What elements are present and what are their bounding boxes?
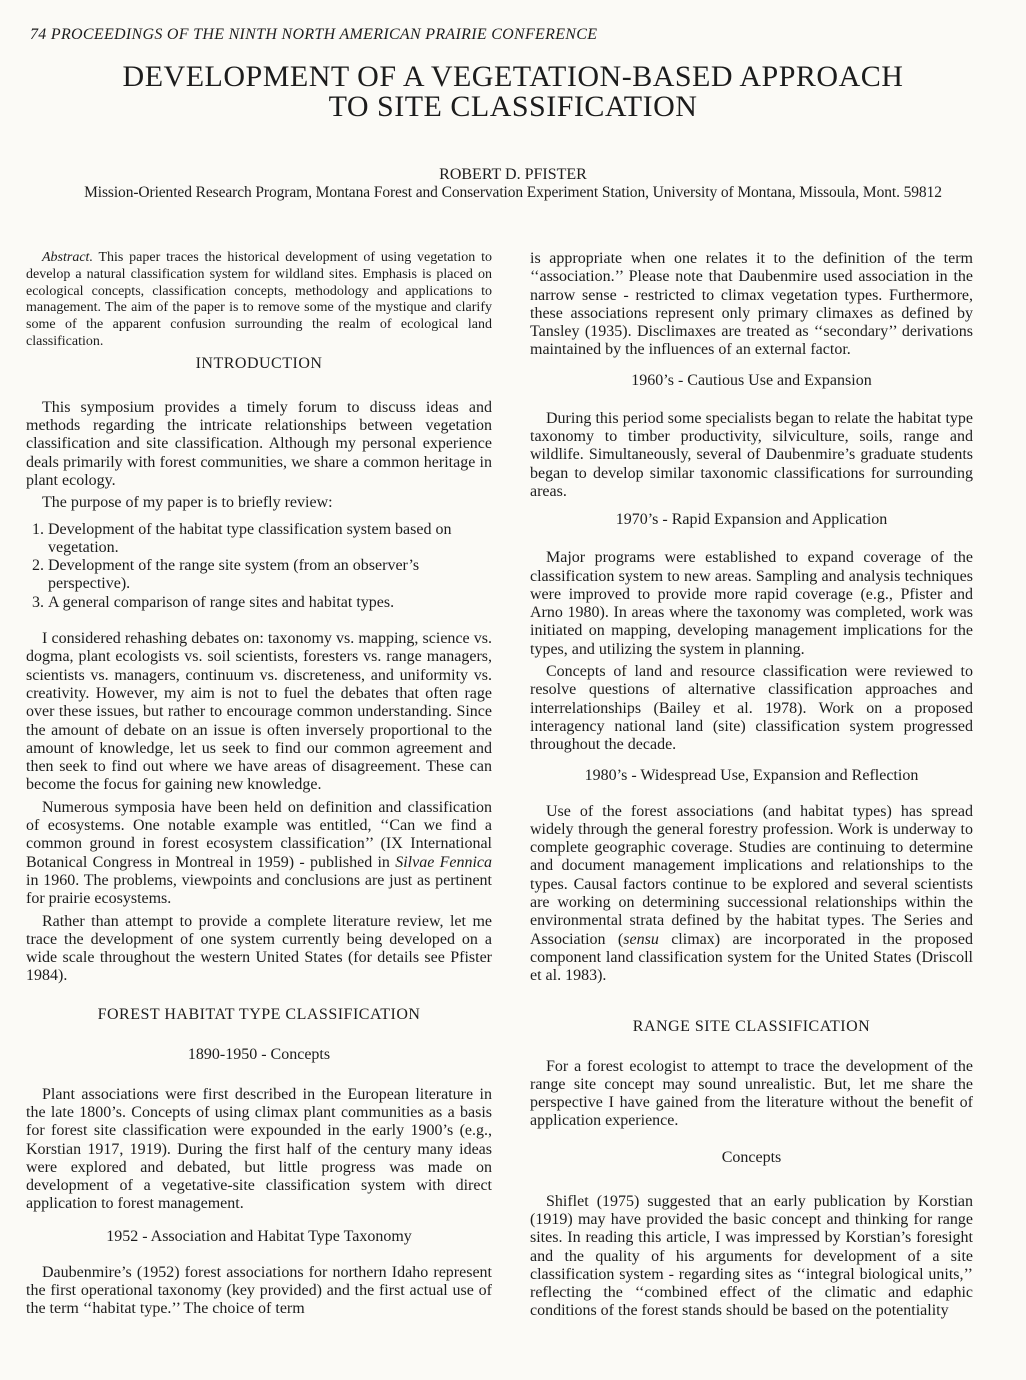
section-heading-range-site: RANGE SITE CLASSIFICATION bbox=[632, 1017, 871, 1035]
paragraph: During this period some specialists began to relate the habitat type taxonomy to timber productivity, silviculture, soils, range and wildlife. Simultaneously, several of Daubenmire’s graduate students began to develop similar taxonomic classifications for surrounding areas. bbox=[530, 409, 973, 500]
paragraph: Daubenmire’s (1952) forest associations for northern Idaho represent the first operational taxonomy (key provided) and the first actual use of the term ‘‘habitat type.’’ The choice of term bbox=[26, 1263, 492, 1318]
section-heading-introduction: INTRODUCTION bbox=[195, 354, 323, 372]
abstract-label: Abstract. bbox=[42, 250, 93, 265]
paper-title bbox=[40, 62, 986, 122]
paragraph: Rather than attempt to provide a complete literature review, let me trace the development of one system currently being developed on a wide scale throughout the western United States (for details see Pfister 1984). bbox=[26, 912, 492, 985]
list-item: 3. A general comparison of range sites and habitat types. bbox=[48, 594, 492, 612]
text-run: Use of the forest associations (and habitat types) has spread widely through the general forestry profession. Work is underway to complete geographic coverage. Studies are continuing to determine and document management implications and relationships to the types. Causal factors continue to be explored and several scientists are working on determining successional relationships within the environmental strata defined by the habitat types. The Series and Association ( bbox=[530, 802, 973, 948]
title-line-2: TO SITE CLASSIFICATION bbox=[328, 90, 698, 123]
list-item: 1. Development of the habitat type classification system based on vegetation. bbox=[48, 521, 492, 558]
left-column bbox=[26, 250, 492, 1323]
author-name: ROBERT D. PFISTER bbox=[439, 166, 587, 183]
right-column bbox=[530, 250, 973, 1325]
text-run: Numerous symposia have been held on definition and classification of ecosystems. One notable example was entitled, ‘‘Can we find a common ground in forest ecosystem classification’’ (IX International Botanical Congress in Montreal in 1959) - published in bbox=[26, 798, 492, 871]
subheading-1970s: 1970’s - Rapid Expansion and Application bbox=[615, 511, 888, 529]
latin-term: sensu bbox=[623, 930, 659, 948]
list-item: 2. Development of the range site system (from an observer’s perspective). bbox=[48, 557, 492, 594]
author-affiliation: Mission-Oriented Research Program, Montana Forest and Conservation Experiment Station, University of Montana, Missoula, Mont. 59812 bbox=[84, 184, 942, 201]
subheading-1952: 1952 - Association and Habitat Type Taxonomy bbox=[106, 1227, 412, 1245]
paragraph bbox=[26, 799, 492, 909]
paragraph-continued: is appropriate when one relates it to the definition of the term ‘‘association.’’ Please note that Daubenmire used association in the narrow sense - restricted to climax vegetation types. Furthermore, these associations represent only primary climaxes as defined by Tansley (1935). Disclimaxes are treated as ‘‘secondary’’ derivations maintained by the influences of an external factor. bbox=[530, 250, 973, 359]
paragraph: For a forest ecologist to attempt to trace the development of the range site concept may sound unrealistic. But, let me share the perspective I have gained from the literature without the benefit of application experience. bbox=[530, 1057, 973, 1130]
title-line-1: DEVELOPMENT OF A VEGETATION-BASED APPROACH bbox=[122, 60, 904, 93]
paragraph: Plant associations were first described in the European literature in the late 1800’s. Concepts of using climax plant communities as a basis for forest site classification were expounded in the early 1900’s (e.g., Korstian 1917, 1919). During the first half of the century many ideas were explored and debated, but little progress was made on development of a vegetative-site classification system with direct application to forest management. bbox=[26, 1085, 492, 1213]
subheading-1980s: 1980’s - Widespread Use, Expansion and Reflection bbox=[584, 766, 919, 784]
subheading-1960s: 1960’s - Cautious Use and Expansion bbox=[631, 371, 872, 389]
running-header: 74 PROCEEDINGS OF THE NINTH NORTH AMERICAN PRAIRIE CONFERENCE bbox=[30, 26, 598, 43]
text-run: climax) are incorporated in the proposed component land classification system for the United States (Driscoll et al. 1983). bbox=[530, 930, 974, 985]
paragraph: Concepts of land and resource classification were reviewed to resolve questions of alternative classification approaches and interrelationships (Bailey et al. 1978). Work on a proposed interagency national land (site) classification system progressed throughout the decade. bbox=[530, 663, 973, 754]
paragraph bbox=[530, 803, 973, 986]
paragraph: Major programs were established to expand coverage of the classification system to new areas. Sampling and analysis techniques were improved to provide more rapid coverage (e.g., Pfister and Arno 1980). In areas where the taxonomy was completed, work was initiated on mapping, developing management implications for the types, and utilizing the system in planning. bbox=[530, 549, 973, 658]
subheading-concepts: Concepts bbox=[721, 1148, 782, 1166]
paragraph: The purpose of my paper is to briefly review: bbox=[42, 494, 333, 512]
review-list bbox=[26, 521, 492, 612]
abstract-text: This paper traces the historical development of using vegetation to develop a natural classification system for wildland sites. Emphasis is placed on ecological concepts, classification concepts, methodology and applications to management. The aim of the paper is to remove some of the mystique and clarify some of the apparent confusion surrounding the realm of ecological land classification. bbox=[26, 250, 492, 349]
paragraph: I considered rehashing debates on: taxonomy vs. mapping, science vs. dogma, plant ecologists vs. soil scientists, foresters vs. range managers, scientists vs. managers, continuum vs. discreteness, and uniformity vs. creativity. However, my aim is not to fuel the debates that often rage over these issues, but rather to encourage common understanding. Since the amount of debate on an issue is often inversely proportional to the amount of knowledge, let us seek to find our common agreement and then seek to find out where we have areas of disagreement. These can become the focus for gaining new knowledge. bbox=[26, 630, 492, 794]
paragraph: This symposium provides a timely forum to discuss ideas and methods regarding the intricate relationships between vegetation classification and site classification. Although my personal experience deals primarily with forest communities, we share a common heritage in plant ecology. bbox=[26, 398, 492, 489]
paragraph: Shiflet (1975) suggested that an early publication by Korstian (1919) may have provided the basic concept and thinking for range sites. In reading this article, I was impressed by Korstian’s foresight and the quality of his arguments for development of a site classification system - regarding sites as ‘‘integral biological units,’’ reflecting the ‘‘combined effect of the climatic and edaphic conditions of the forest stands should be based on the potentiality bbox=[530, 1192, 973, 1320]
section-heading-forest-habitat: FOREST HABITAT TYPE CLASSIFICATION bbox=[97, 1005, 421, 1023]
text-run: in 1960. The problems, viewpoints and conclusions are just as pertinent for prairie ecosystems. bbox=[26, 871, 492, 908]
subheading-1890-1950: 1890-1950 - Concepts bbox=[187, 1045, 331, 1063]
journal-name: Silvae Fennica bbox=[395, 853, 492, 871]
abstract bbox=[26, 250, 492, 351]
